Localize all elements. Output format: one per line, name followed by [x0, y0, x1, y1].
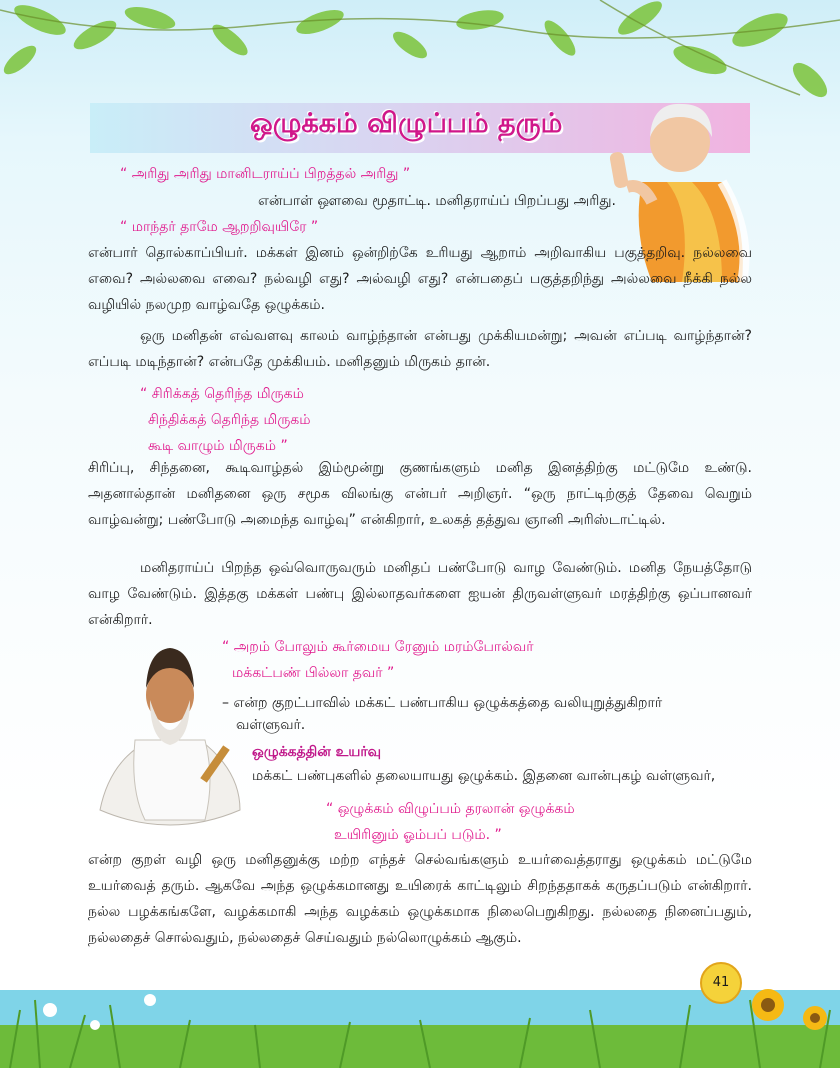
- paragraph-6: என்ற குறள் வழி ஒரு மனிதனுக்கு மற்ற எந்தச் செல்வங்களும் உயர்வைத்தராது ஒழுக்கம் மட்டுமே உயர்வைத் தரும். ஆகவே அந்த ஒழுக்கமானது உயிரைக் காட்டிலும் சிறந்ததாகக் கருதப்படும் என்கிறார். நல்ல பழக்கங்களே, வழக்கமாகி அந்த வழக்கம் ஒழுக்கமாக நிலைபெறுகிறது. நல்லதை நினைப்பதும், நல்லதைச் சொல்வதும், நல்லதைச் செய்வதும் நல்லொழுக்கம் ஆகும்.: [88, 852, 752, 946]
- poem-block: [140, 381, 311, 459]
- paragraph-3: சிரிப்பு, சிந்தனை, கூடிவாழ்தல் இம்மூன்று குணங்களும் மனித இனத்திற்கு மட்டுமே உண்டு. அதனால்தான் மனிதனை ஒரு சமூக விலங்கு என்பர் அறிஞர். “ஒரு நாட்டிற்குத் தேவை வெறும் வாழ்வன்று; பண்போடு அமைந்த வாழ்வு” என்கிறார், உலகத் தத்துவ ஞானி அரிஸ்டாட்டில்.: [88, 460, 752, 528]
- page-number: 41: [700, 962, 742, 1004]
- paragraph-1: என்பார் தொல்காப்பியர். மக்கள் இனம் ஒன்றிற்கே உரியது ஆறாம் அறிவாகிய பகுத்தறிவு. நல்லவை எவை? அல்லவை எவை? நல்வழி எது? அல்வழி எது? என்பதைப் பகுத்தறிந்து அல்லவை நீக்கி நல்ல வழியில் நலமுற வாழ்வதே ஒழுக்கம்.: [88, 245, 752, 313]
- quote-avvaiyar: “ அரிது அரிது மானிடராய்ப் பிறத்தல் அரிது ”: [120, 166, 411, 182]
- kural-line: “ ஒழுக்கம் விழுப்பம் தரலான் ஒழுக்கம்: [326, 801, 575, 817]
- paragraph-4: மனிதராய்ப் பிறந்த ஒவ்வொருவரும் மனிதப் பண்போடு வாழ வேண்டும். மனித நேயத்தோடு வாழ வேண்டும். இத்தகு மக்கள் பண்பு இல்லாதவர்களை ஐயன் திருவள்ளுவர் மரத்திற்கு ஒப்பானவர் என்கிறார்.: [88, 560, 753, 628]
- kural-block-2: [326, 796, 575, 848]
- kural-note: வள்ளுவர்.: [236, 717, 306, 733]
- quote-tolkappiyar: “ மாந்தர் தாமே ஆறறிவுயிரே ”: [120, 219, 319, 235]
- page-title: ஒழுக்கம் விழுப்பம் தரும்: [250, 108, 563, 139]
- paragraph-2: ஒரு மனிதன் எவ்வளவு காலம் வாழ்ந்தான் என்பது முக்கியமன்று; அவன் எப்படி வாழ்ந்தான்? எப்படி மடிந்தான்? என்பதே முக்கியம். மனிதனும் மிருகம் தான்.: [88, 328, 752, 370]
- text-line: என்பாள் ஔவை மூதாட்டி. மனிதராய்ப் பிறப்பது அரிது.: [258, 193, 616, 209]
- poem-line: “ சிரிக்கத் தெரிந்த மிருகம்: [140, 386, 304, 402]
- poem-line: கூடி வாழும் மிருகம் ”: [148, 438, 288, 454]
- kural-note: – என்ற குறட்பாவில் மக்கட் பண்பாகிய ஒழுக்கத்தை வலியுறுத்துகிறார்: [222, 695, 663, 711]
- paragraph-5: மக்கட் பண்புகளில் தலையாயது ஒழுக்கம். இதனை வான்புகழ் வள்ளுவர்,: [252, 768, 716, 784]
- section-heading: ஒழுக்கத்தின் உயர்வு: [252, 744, 382, 760]
- kural-line: “ அறம் போலும் கூர்மைய ரேனும் மரம்போல்வர்: [222, 639, 534, 655]
- kural-line: உயிரினும் ஓம்பப் படும். ”: [334, 827, 502, 843]
- kural-line: மக்கட்பண் பில்லா தவர் ”: [232, 665, 395, 681]
- poem-line: சிந்திக்கத் தெரிந்த மிருகம்: [148, 412, 311, 428]
- kural-block: [222, 634, 534, 686]
